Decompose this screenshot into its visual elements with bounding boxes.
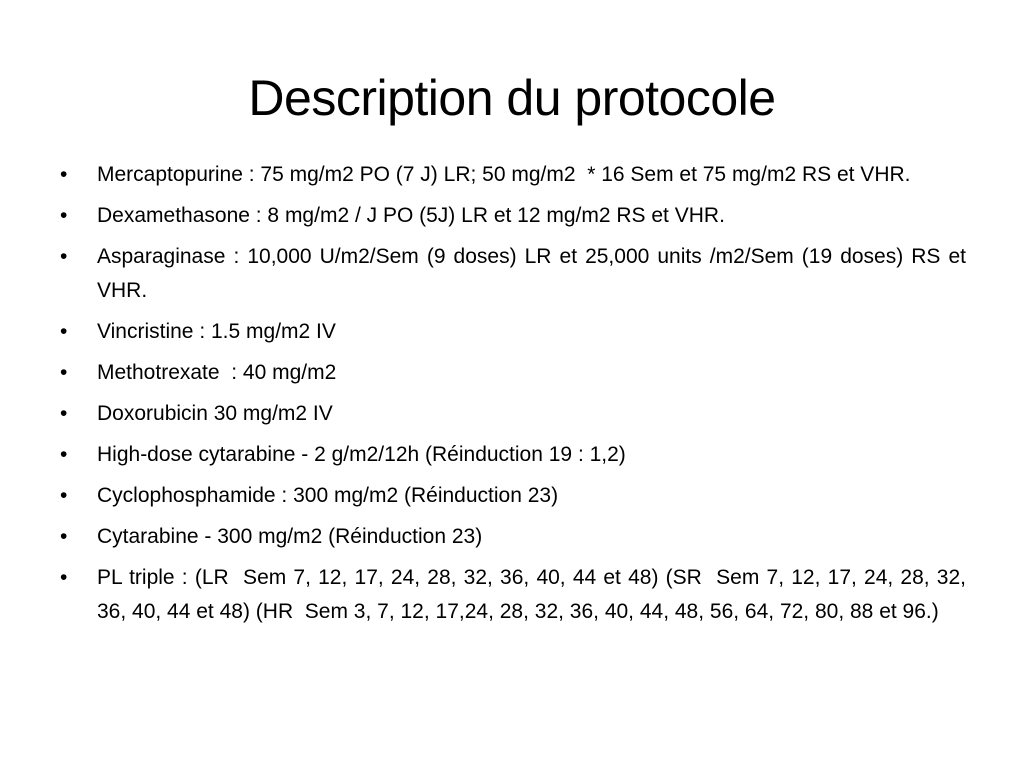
bullet-icon: • [60,443,68,466]
bullet-icon: • [60,402,68,425]
list-item-text: PL triple : (LR Sem 7, 12, 17, 24, 28, 32, 36, 40, 44 et 48) (SR Sem 7, 12, 17, 24, 28, 32, 36, 40, 44 et 48) (HR Sem 3, 7, 12, 17,24, 28, 32, 36, 40, 44, 48, 56, 64, 72, 80, 88 et 96.) [97,566,972,623]
slide-title: Description du protocole [248,70,776,126]
list-item [60,397,966,431]
bullet-icon: • [60,361,68,384]
list-item [60,520,966,554]
bullet-list [60,158,972,636]
list-item [60,315,966,349]
list-item [60,479,966,513]
list-item [60,199,966,233]
list-item-text: High-dose cytarabine - 2 g/m2/12h (Réinduction 19 : 1,2) [97,443,626,466]
list-item-text: Mercaptopurine : 75 mg/m2 PO (7 J) LR; 50 mg/m2 * 16 Sem et 75 mg/m2 RS et VHR. [97,163,911,186]
list-item-text: Doxorubicin 30 mg/m2 IV [97,402,333,425]
list-item [60,356,966,390]
list-item-text: Vincristine : 1.5 mg/m2 IV [97,320,336,343]
list-item [60,561,972,629]
bullet-icon: • [60,525,68,548]
bullet-icon: • [60,566,68,589]
list-item-text: Dexamethasone : 8 mg/m2 / J PO (5J) LR et 12 mg/m2 RS et VHR. [97,204,725,227]
bullet-icon: • [60,163,68,186]
list-item-text: Asparaginase : 10,000 U/m2/Sem (9 doses) LR et 25,000 units /m2/Sem (19 doses) RS et VHR. [97,245,972,302]
bullet-icon: • [60,320,68,343]
list-item [60,158,966,192]
list-item-text: Methotrexate : 40 mg/m2 [97,361,337,384]
bullet-icon: • [60,204,68,227]
list-item [60,438,966,472]
bullet-icon: • [60,484,68,507]
list-item [60,240,972,308]
list-item-text: Cyclophosphamide : 300 mg/m2 (Réinduction 23) [97,484,559,507]
list-item-text: Cytarabine - 300 mg/m2 (Réinduction 23) [97,525,483,548]
bullet-icon: • [60,245,68,268]
